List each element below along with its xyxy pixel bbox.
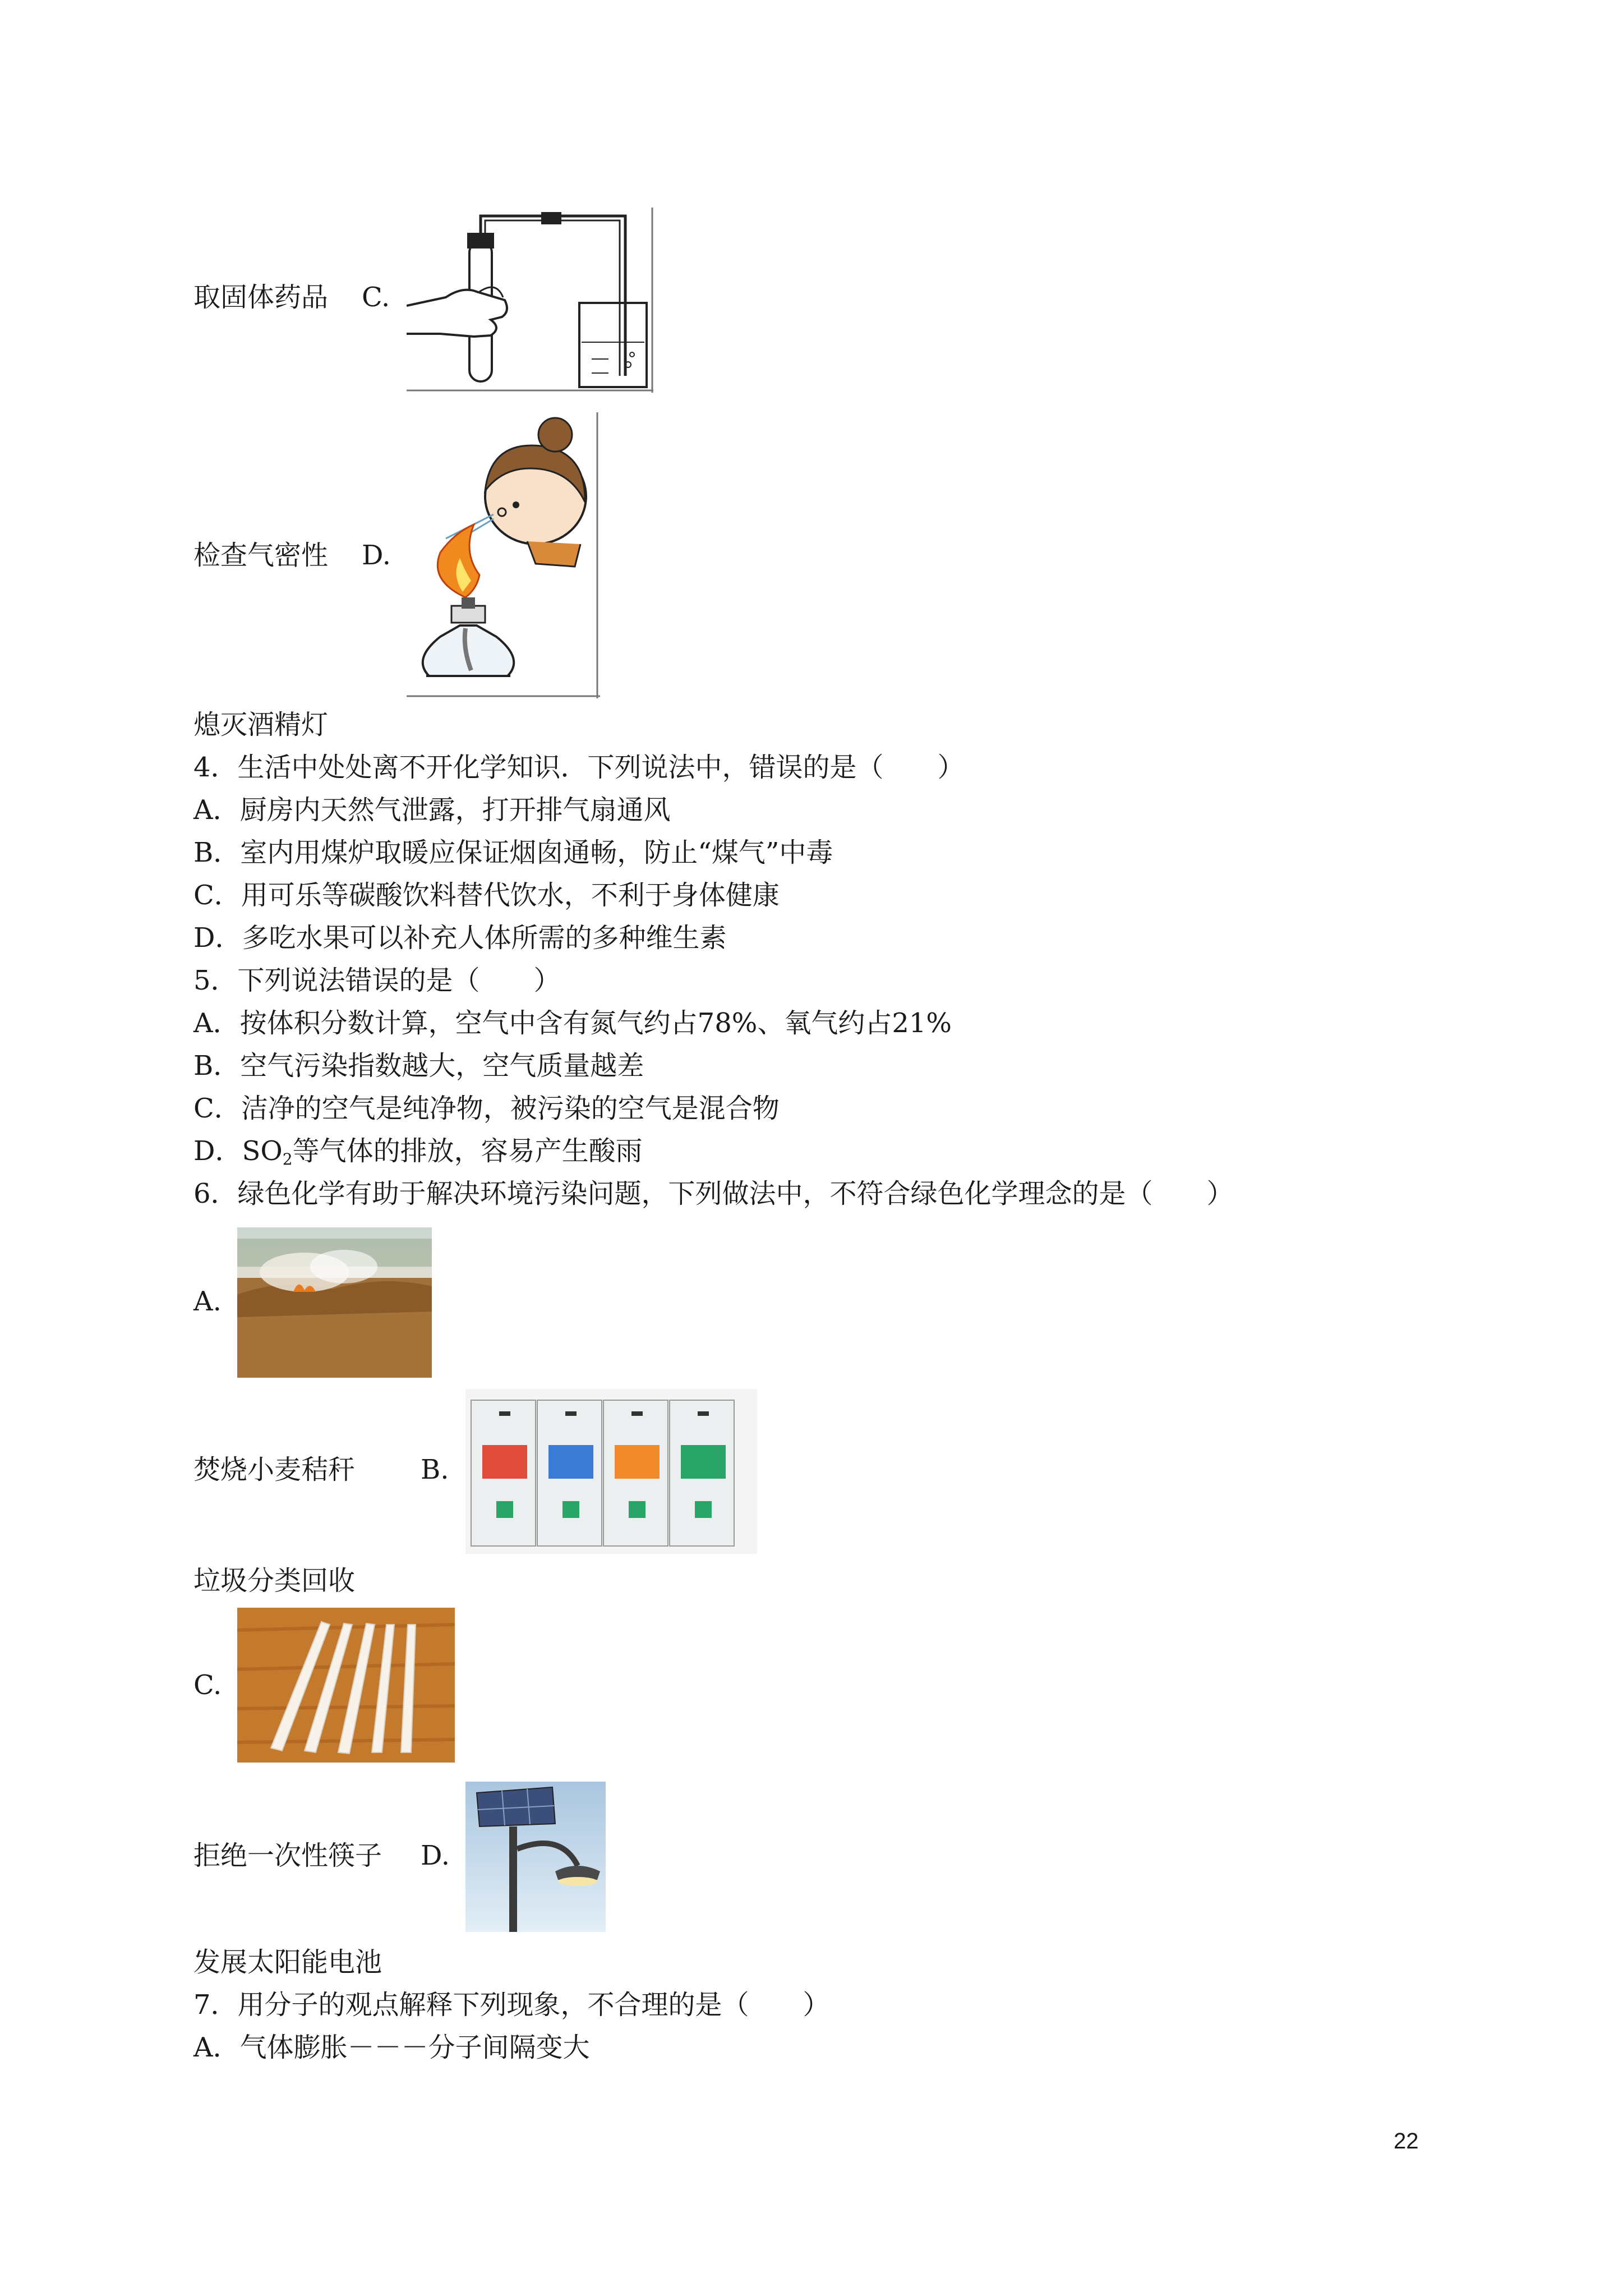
option-caption: 发展太阳能电池	[193, 1947, 382, 1978]
option-letter: D.	[421, 1840, 450, 1871]
page-number: 22	[1394, 2129, 1419, 2154]
q5-option-b: B．空气污染指数越大，空气质量越差	[193, 1050, 644, 1082]
chopsticks-photo	[237, 1608, 455, 1763]
option-caption: 熄灭酒精灯	[193, 709, 329, 740]
recycling-bins-photo	[465, 1389, 757, 1554]
question-5: 5．下列说法错误的是（ ）	[193, 965, 561, 996]
option-label: 拒绝一次性筷子	[193, 1840, 382, 1871]
q5-option-a: A．按体积分数计算，空气中含有氮气约占78%、氧气约占21%	[193, 1007, 952, 1039]
option-letter: B.	[421, 1454, 449, 1485]
q4-option-b: B．室内用煤炉取暖应保证烟囱通畅，防止“煤气”中毒	[193, 837, 833, 868]
burning-straw-photo	[237, 1227, 432, 1378]
option-label: 取固体药品	[193, 282, 329, 313]
q7-option-a: A．气体膨胀－－－分子间隔变大	[193, 2032, 590, 2063]
question-4: 4．生活中处处离不开化学知识．下列说法中，错误的是（ ）	[193, 752, 965, 783]
question-6: 6．绿色化学有助于解决环境污染问题，下列做法中，不符合绿色化学理念的是（ ）	[193, 1178, 1234, 1209]
solar-lamp-photo	[465, 1782, 606, 1932]
q4-option-d: D．多吃水果可以补充人体所需的多种维生素	[193, 922, 727, 954]
q4-option-c: C．用可乐等碳酸饮料替代饮水，不利于身体健康	[193, 880, 780, 911]
airtightness-apparatus-figure	[407, 208, 653, 393]
option-label: 焚烧小麦秸秆	[193, 1454, 356, 1485]
q5-option-c: C．洁净的空气是纯净物，被污染的空气是混合物	[193, 1093, 780, 1124]
option-caption: 垃圾分类回收	[193, 1565, 356, 1596]
blowing-out-lamp-figure	[407, 412, 600, 698]
option-label: 检查气密性	[193, 540, 329, 571]
q4-option-a: A．厨房内天然气泄露，打开排气扇通风	[193, 794, 671, 826]
q5-option-d: D．$SO_2$等气体的排放，容易产生酸雨	[193, 1135, 643, 1168]
option-letter: C.	[362, 282, 390, 313]
option-letter: A.	[193, 1286, 222, 1317]
question-7: 7．用分子的观点解释下列现象，不合理的是（ ）	[193, 1989, 830, 2021]
option-letter: C.	[193, 1669, 222, 1701]
option-letter: D.	[362, 540, 391, 571]
